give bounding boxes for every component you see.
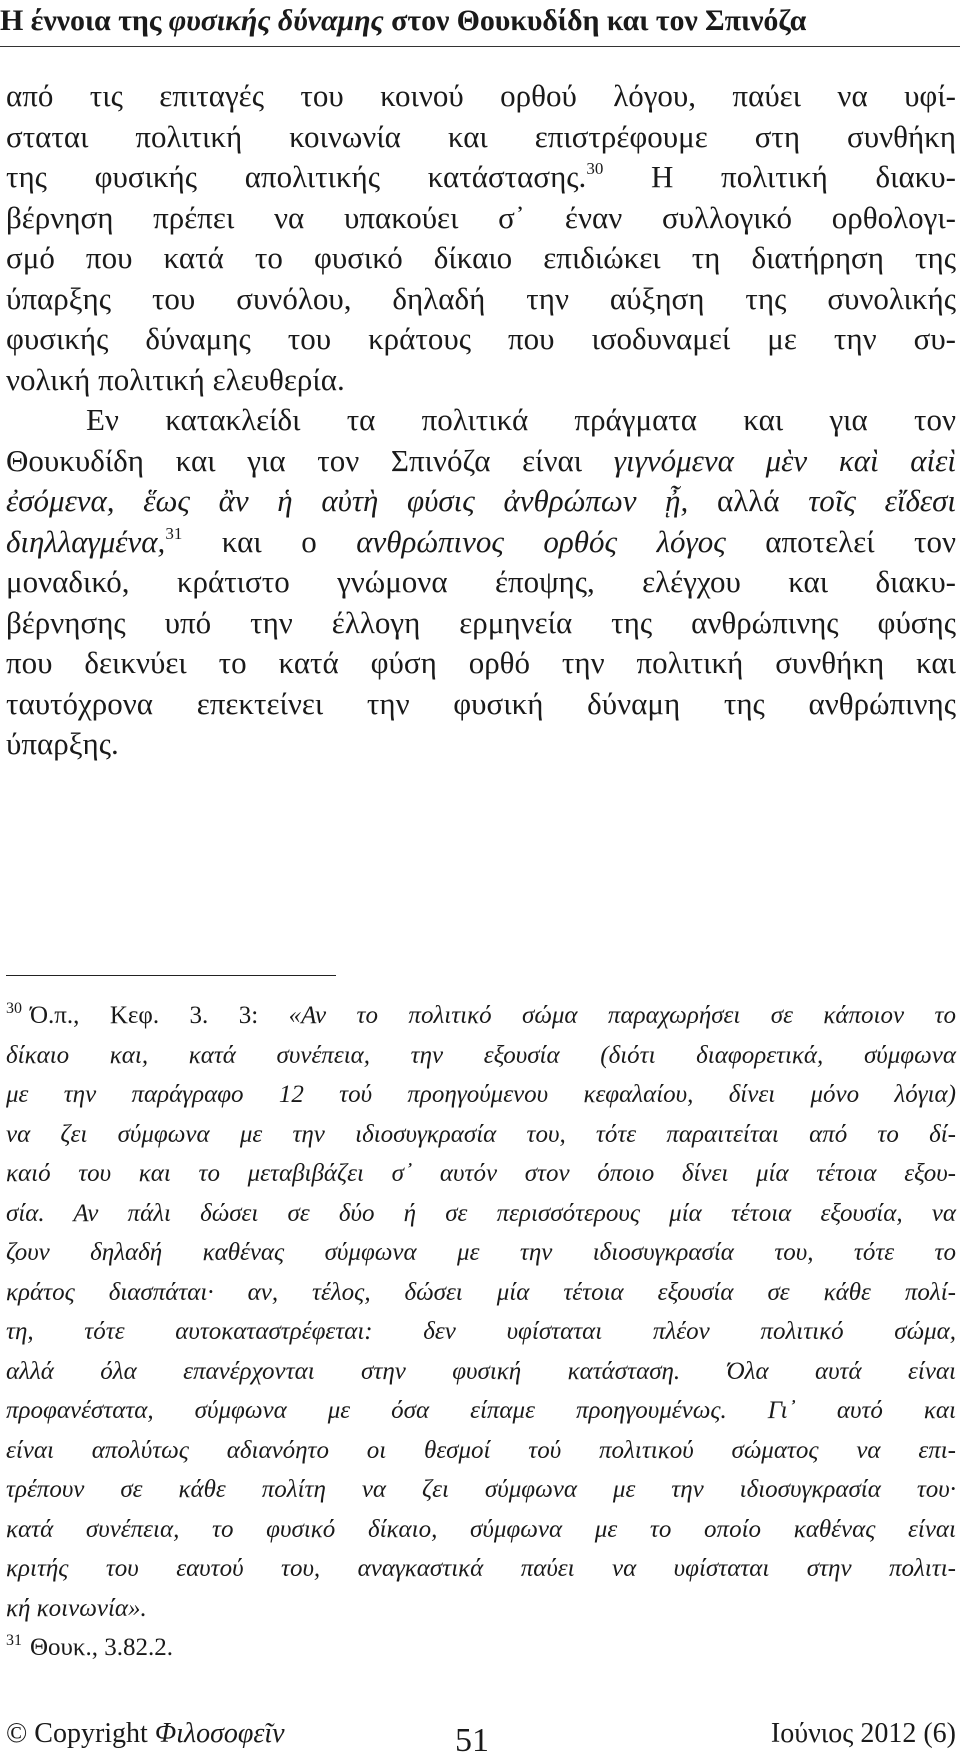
header-title-part2: στον Θουκυδίδη και τον Σπινόζα <box>383 4 807 37</box>
footnote-ref-31[interactable]: 31 <box>165 523 183 543</box>
footnote-30-line: προφανέστατα, σύμφωνα με όσα είπαμε προηγουμένως. Γι᾽ αυτό και <box>6 1397 956 1424</box>
text-segment: αλλά <box>688 483 809 518</box>
footer-copyright <box>6 1718 285 1750</box>
footnote-30-line: καιό του και το μεταβιβάζει σ᾽ αυτόν στον όποιο δίνει μία τέτοια εξου- <box>6 1160 956 1187</box>
text-line: φυσικής δύναμης του κράτους που ισοδυναμεί με την συ- <box>6 321 956 356</box>
greek-quote: ἐσόμενα, ἕως ἂν ἡ αὐτὴ φύσις ἀνθρώπων ᾖ, <box>6 483 689 518</box>
footnote-30-line: δίκαιο και, κατά συνέπεια, την εξουσία (διότι διαφορετικά, σύμφωνα <box>6 1041 956 1069</box>
text-line: ταυτόχρονα επεκτείνει την φυσική δύναμη της ανθρώπινης <box>6 685 956 721</box>
journal-name: Φιλοσοφεῖν <box>154 1718 285 1749</box>
main-text <box>6 76 956 765</box>
text-segment: Ό.π., Κεφ. 3. 3: <box>30 1002 289 1029</box>
footnote-ref-30[interactable]: 30 <box>586 159 604 178</box>
footnote-number: 30 <box>6 1000 22 1017</box>
text-line: βέρνησης υπό την έλλογη ερμηνεία της ανθρώπινης φύσης <box>6 604 956 640</box>
footnote-30-line: ζουν δηλαδή καθένας σύμφωνα με την ιδιοσυγκρασία του, τότε το <box>6 1239 956 1266</box>
footnote-30-line: να ζει σύμφωνα με την ιδιοσυγκρασία του, τότε παραιτείται από το δί- <box>6 1120 956 1148</box>
text-line: από τις επιταγές του κοινού ορθού λόγου, παύει να υφί- <box>6 78 956 113</box>
text-segment: αποτελεί τον <box>725 523 957 559</box>
text-line <box>6 522 956 563</box>
text-line: Εν κατακλείδι τα πολιτικά πράγματα και για τον <box>86 402 956 437</box>
header-title <box>0 4 960 38</box>
footnote-30-line: είναι απολύτως αδιανόητο οι θεσμοί τού πολιτικού σώματος να επι- <box>6 1436 956 1464</box>
footnote-30-line: κατά συνέπεια, το φυσικό δίκαιο, σύμφωνα με το οποίο καθένας είναι <box>6 1515 956 1543</box>
text-line: ύπαρξης. <box>6 726 119 761</box>
footnote-30-line: με την παράγραφο 12 τού προηγούμενου κεφαλαίου, δίνει μόνο λόγια) <box>6 1081 956 1108</box>
running-header <box>0 0 960 47</box>
greek-quote: διηλλαγμένα, <box>6 523 166 559</box>
footnote-divider <box>6 975 336 976</box>
page-footer <box>0 1710 960 1761</box>
text-segment: και ο <box>182 523 357 559</box>
text-line <box>6 441 956 482</box>
text-segment: Θουκυδίδη και για τον Σπινόζα είναι <box>6 442 614 478</box>
greek-quote: τοῖς εἴδεσι <box>808 483 957 518</box>
text-line <box>6 481 956 522</box>
footnote-30-line: κριτής του εαυτού του, αναγκαστικά παύει να υφίσταται στην πολιτι- <box>6 1555 956 1582</box>
text-line: μοναδικό, κράτιστο γνώμονα έποψης, ελέγχου και διακυ- <box>6 564 956 599</box>
footnote-30-line <box>6 996 956 1036</box>
page-number: 51 <box>455 1722 489 1759</box>
footnote-number: 31 <box>6 1632 22 1649</box>
footnote-30-line: τη, τότε αυτοκαταστρέφεται: δεν υφίσταται πλέον πολιτικό σώμα, <box>6 1318 956 1345</box>
footnote-30-line: κράτος διασπάται· αν, τέλος, δώσει μία τέτοια εξουσία σε κάθε πολί- <box>6 1278 956 1306</box>
emphasis: ανθρώπινος ορθός λόγος <box>356 523 726 559</box>
text-line: νολική πολιτική ελευθερία. <box>6 361 345 397</box>
header-title-part1: Η έννοια της <box>0 4 169 37</box>
text-segment: Η πολιτική διακυ- <box>603 159 956 194</box>
text-line: σταται πολιτική κοινωνία και επιστρέφουμε στη συνθήκη <box>6 118 956 154</box>
header-title-italic: φυσικής δύναμης <box>168 4 384 37</box>
text-line: ύπαρξης του συνόλου, δηλαδή την αύξηση της συνολικής <box>6 280 956 316</box>
greek-quote: γιγνόμενα μὲν καὶ αἰεὶ <box>613 442 957 478</box>
quote-segment: «Αν το πολιτικό σώμα παραχωρήσει σε κάποιον το <box>288 1002 956 1029</box>
text-line: βέρνηση πρέπει να υπακούει σ᾽ έναν συλλογικό ορθολογι- <box>6 199 956 235</box>
text-line: που δεικνύει το κατά φύση ορθό την πολιτική συνθήκη και <box>6 645 956 680</box>
copyright-text: © Copyright <box>6 1718 155 1749</box>
footer-issue: Ιούνιος 2012 (6) <box>770 1718 956 1749</box>
text-segment: της φυσικής απολιτικής κατάστασης. <box>6 159 587 194</box>
footnote-30-line: αλλά όλα επανέρχονται στην φυσική κατάσταση. Όλα αυτά είναι <box>6 1357 956 1385</box>
text-line <box>6 157 956 198</box>
footnote-31-text: Θουκ., 3.82.2. <box>30 1634 174 1661</box>
footnotes <box>6 996 956 1668</box>
footnote-30-line: τρέπουν σε κάθε πολίτη να ζει σύμφωνα με την ιδιοσυγκρασία του· <box>6 1476 956 1503</box>
footnote-31-line <box>6 1628 956 1668</box>
text-line: σμό που κατά το φυσικό δίκαιο επιδιώκει τη διατήρηση της <box>6 240 956 275</box>
footnote-30-line: σία. Αν πάλι δώσει σε δύο ή σε περισσότερους μία τέτοια εξουσία, να <box>6 1199 956 1227</box>
footnote-30-line: κή κοινωνία». <box>6 1594 147 1622</box>
